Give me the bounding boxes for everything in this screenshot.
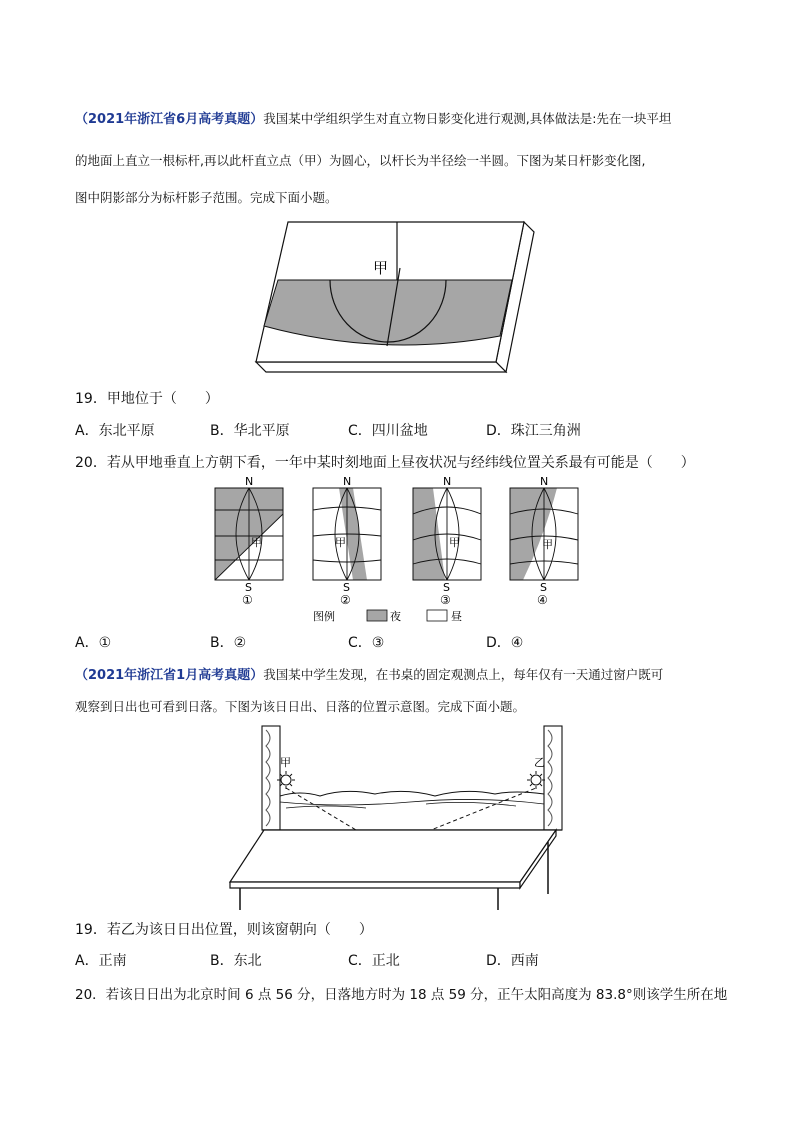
panel-3-point: 甲: [449, 536, 460, 549]
q2-stem-line1: [75, 664, 663, 683]
panel-3-north: N: [443, 475, 452, 488]
q2-stem-line2: 观察到日出也可看到日落。下图为该日日出、日落的位置示意图。完成下面小题。: [75, 699, 526, 714]
q20a-option-b[interactable]: B．②: [210, 635, 247, 651]
legend-day-label: 昼: [451, 610, 462, 623]
legend-day-swatch: [427, 610, 447, 621]
q19a-option-c[interactable]: C．四川盆地: [348, 423, 428, 439]
label-yi: 乙: [534, 756, 545, 769]
panel-4-point: 甲: [542, 538, 553, 551]
q1-stem-line2: 的地面上直立一根标杆,再以此杆直立点（甲）为圆心，以杆长为半径绘一半圆。下图为某日杆影变化图,: [75, 153, 646, 168]
q20a-option-c[interactable]: C．③: [348, 635, 385, 651]
day-night-panels: [205, 474, 590, 626]
panel-3-south: S: [443, 581, 450, 594]
q20a-option-a[interactable]: A．①: [75, 635, 112, 651]
panel-3-number: ③: [440, 593, 451, 607]
q1-stem-line1: [75, 108, 671, 127]
panel-1-point: 甲: [251, 536, 262, 549]
panel-1-north: N: [245, 475, 254, 488]
panel-4-north: N: [540, 475, 549, 488]
q19b-option-c[interactable]: C．正北: [348, 953, 400, 969]
figure-label-jia: 甲: [373, 259, 389, 277]
q1-stem-line3: 图中阴影部分为标杆影子范围。完成下面小题。: [75, 190, 338, 205]
q20b-text: 20．若该日日出为北京时间 6 点 56 分，日落地方时为 18 点 59 分，正午太阳高度为 83.8°则该学生所在地: [75, 987, 728, 1003]
panel-2-point: 甲: [335, 536, 346, 549]
window-desk-figure: [226, 724, 566, 912]
q20a-text: 20．若从甲地垂直上方朝下看，一年中某时刻地面上昼夜状况与经纬线位置关系最有可能是（ ）: [75, 455, 695, 471]
q19a-option-d[interactable]: D．珠江三角洲: [486, 423, 581, 439]
q19b-option-d[interactable]: D．西南: [486, 953, 539, 969]
panel-1-number: ①: [242, 593, 253, 607]
q19b-option-b[interactable]: B．东北: [210, 953, 262, 969]
q19b-option-a[interactable]: A．正南: [75, 953, 127, 969]
q19a-option-a[interactable]: A．东北平原: [75, 423, 155, 439]
source-tag: （2021年浙江省6月高考真题）: [75, 112, 264, 127]
q19b-text: 19．若乙为该日日出位置，则该窗朝向（ ）: [75, 922, 373, 938]
stem-text: 我国某中学组织学生对直立物日影变化进行观测,具体做法是:先在一块平坦: [263, 111, 672, 126]
panel-1-south: S: [245, 581, 252, 594]
legend-night-label: 夜: [390, 610, 401, 623]
panel-4: [510, 475, 578, 607]
q19a-option-b[interactable]: B．华北平原: [210, 423, 290, 439]
panel-4-number: ④: [537, 593, 548, 607]
panel-3: [413, 475, 481, 607]
label-jia: 甲: [280, 756, 291, 769]
stem-text-2: 我国某中学生发现，在书桌的固定观测点上，每年仅有一天通过窗户既可: [263, 667, 664, 682]
q20a-option-d[interactable]: D．④: [486, 635, 524, 651]
panel-2-number: ②: [340, 593, 351, 607]
panel-2-south: S: [343, 581, 350, 594]
source-tag-2: （2021年浙江省1月高考真题）: [75, 668, 264, 683]
panel-4-south: S: [540, 581, 547, 594]
panel-2: [313, 475, 381, 607]
legend-title: 图例: [313, 610, 335, 623]
shadow-board-figure: [252, 218, 544, 378]
legend-night-swatch: [367, 610, 387, 621]
panel-2-north: N: [343, 475, 352, 488]
legend: [313, 609, 462, 623]
q19a-text: 19．甲地位于（ ）: [75, 391, 219, 407]
panel-1: [215, 475, 283, 607]
